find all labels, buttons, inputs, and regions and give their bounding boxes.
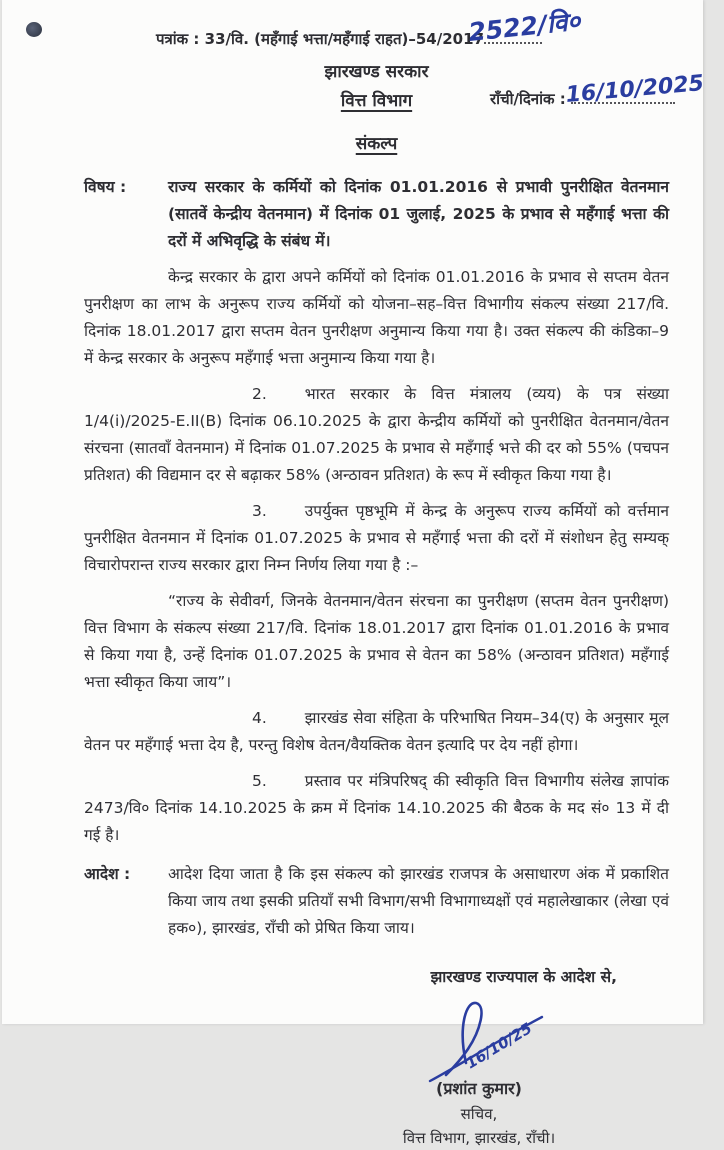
paragraph-2-number: 2. xyxy=(252,385,267,403)
handwritten-ref-number: 2522/वि० xyxy=(467,6,582,47)
order-label: आदेश : xyxy=(84,865,131,883)
paragraph-1-text: केन्द्र सरकार के द्वारा अपने कर्मियों को दिनांक 01.01.2016 के प्रभाव से सप्तम वेतन पुनरीक्षण का लाभ के अनुरूप राज्य कर्मियों को योजना–सह–वित्त विभागीय संकल्प संख्या 217/वि. दिनांक 18.01.2017 द्वारा सप्तम वेतन पुनरीक्षण अनुमान्य किया गया है। उक्त संकल्प की कंडिका–9 में केन्द्र सरकार के अनुरूप महँगाई भत्ता अनुमान्य किया गया है। xyxy=(84,268,669,367)
signature-date-text: 16/10/25 xyxy=(462,1019,536,1073)
paragraph-5-number: 5. xyxy=(252,772,267,790)
subject-block xyxy=(84,174,669,255)
letter-number-text: पत्रांक : 33/वि. (महँगाई भत्ता/महँगाई राहत)–54/2017 xyxy=(156,30,484,48)
order-block xyxy=(84,861,669,942)
paragraph-3-number: 3. xyxy=(252,502,267,520)
signatory-name: (प्रशांत कुमार) xyxy=(436,1079,522,1098)
paragraph-2 xyxy=(84,381,669,489)
paragraph-4-number: 4. xyxy=(252,709,267,727)
government-name: झारखण्ड सरकार xyxy=(324,62,429,82)
paragraph-3-text: उपर्युक्त पृष्ठभूमि में केन्द्र के अनुरूप राज्य कर्मियों को वर्त्तमान पुनरीक्षित वेतनमान में दिनांक 01.07.2025 के प्रभाव से महँगाई भत्ता की दरों में संशोधन हेतु सम्यक् विचारोपरान्त राज्य सरकार द्वारा निम्न निर्णय लिया गया है :– xyxy=(84,502,669,574)
paragraph-5 xyxy=(84,768,669,849)
handwritten-date: 16/10/2025 xyxy=(564,71,705,109)
date-dotted-line xyxy=(564,71,705,109)
place-date-line xyxy=(490,71,705,113)
decision-quote-text: “राज्य के सेवीवर्ग, जिनके वेतनमान/वेतन संरचना का पुनरीक्षण (सप्तम वेतन पुनरीक्षण) वित्त विभाग के संकल्प संख्या 217/वि. दिनांक 18.01.2017 द्वारा दिनांक 01.01.2016 के प्रभाव से किया गया है, उन्हें दिनांक 01.07.2025 के प्रभाव से वेतन का 58% (अन्ठावन प्रतिशत) महँगाई भत्ता स्वीकृत किया जाय”। xyxy=(84,592,669,691)
paragraph-3 xyxy=(84,498,669,579)
punch-hole-mark xyxy=(26,22,42,37)
paragraph-4 xyxy=(84,705,669,759)
dotted-line xyxy=(467,6,582,47)
signature-ink xyxy=(424,993,574,1085)
subject-text: राज्य सरकार के कर्मियों को दिनांक 01.01.2016 से प्रभावी पुनरीक्षित वेतनमान (सातवें केन्द्रीय वेतनमान) में दिनांक 01 जुलाई, 2025 के प्रभाव से महँगाई भत्ता की दरों में अभिवृद्धि के संबंध में। xyxy=(168,178,669,250)
order-text: आदेश दिया जाता है कि इस संकल्प को झारखंड राजपत्र के असाधारण अंक में प्रकाशित किया जाय तथा इसकी प्रतियाँ सभी विभाग/सभी विभागाध्यक्षों एवं महालेखाकार (लेखा एवं हक०), झारखंड, राँची को प्रेषित किया जाय। xyxy=(168,865,669,937)
signature-block xyxy=(319,993,639,1150)
place-date-label: राँची/दिनांक : xyxy=(490,90,566,108)
signatory-office: वित्त विभाग, झारखंड, राँची। xyxy=(402,1129,556,1147)
signatory-designation: सचिव, xyxy=(460,1105,498,1123)
paragraph-5-text: प्रस्ताव पर मंत्रिपरिषद् की स्वीकृति वित्त विभागीय संलेख ज्ञापांक 2473/वि० दिनांक 14.10.2025 के क्रम में दिनांक 14.10.2025 की बैठक के मद सं० 13 में दी गई है। xyxy=(84,772,669,844)
document-type-title: संकल्प xyxy=(355,134,398,154)
paragraph-4-text: झारखंड सेवा संहिता के परिभाषित नियम–34(ए) के अनुसार मूल वेतन पर महँगाई भत्ता देय है, परन्तु विशेष वेतन/वैयक्तिक वेतन इत्यादि पर देय नहीं होगा। xyxy=(84,709,669,754)
paragraph-1 xyxy=(84,264,669,372)
by-order-line: झारखण्ड राज्यपाल के आदेश से, xyxy=(430,968,617,986)
letter-number-line xyxy=(156,6,669,53)
decision-quote xyxy=(84,588,669,696)
subject-label: विषय : xyxy=(84,178,127,196)
paragraph-2-text: भारत सरकार के वित्त मंत्रालय (व्यय) के पत्र संख्या 1/4(i)/2025-E.II(B) दिनांक 06.10.2025 के द्वारा केन्द्रीय कर्मियों को पुनरीक्षित वेतनमान/वेतन संरचना (सातवाँ वेतनमान) में दिनांक 01.07.2025 के प्रभाव से महँगाई भत्ते की दर को 55% (पचपन प्रतिशत) की विद्यमान दर से बढ़ाकर 58% (अन्ठावन प्रतिशत) के रूप में स्वीकृत किया गया है। xyxy=(84,385,669,484)
department-name: वित्त विभाग xyxy=(340,91,413,111)
document-page xyxy=(2,0,705,1147)
